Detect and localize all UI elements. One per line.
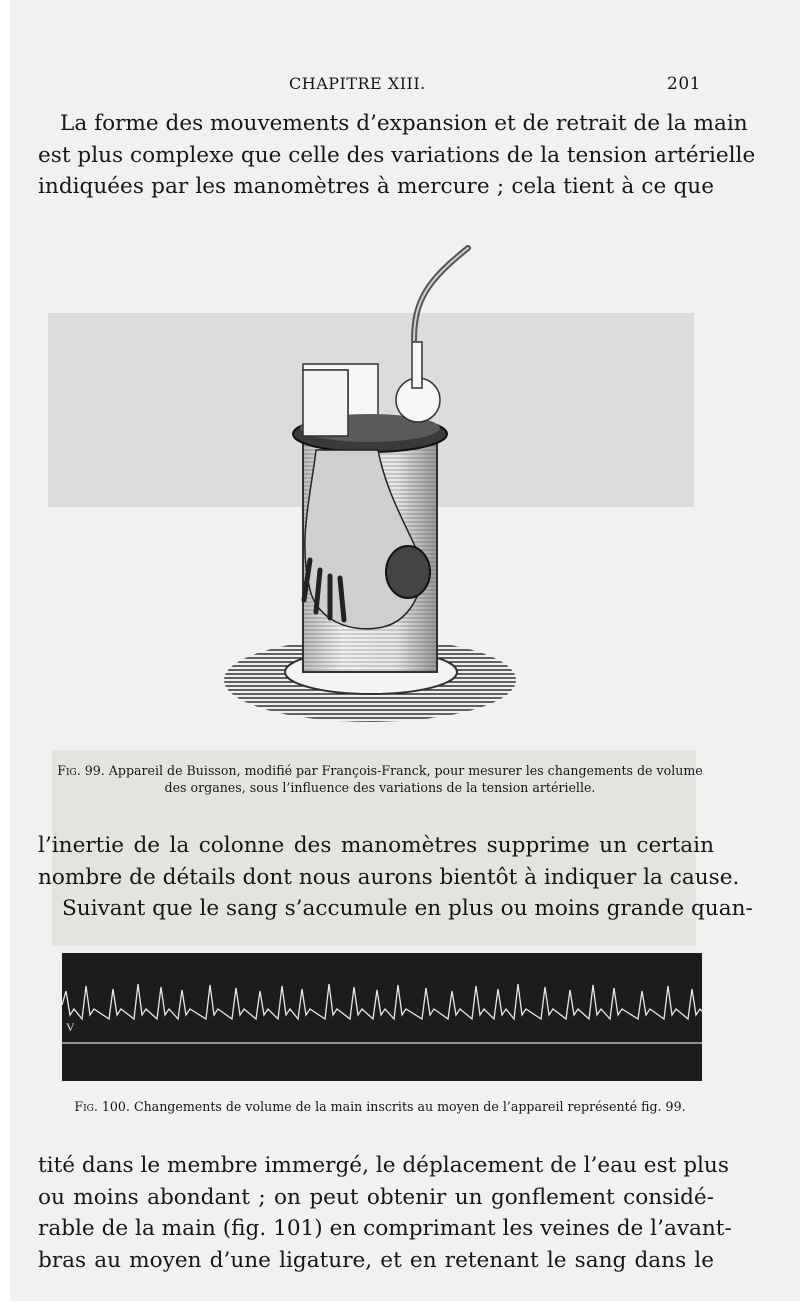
paragraph-2 (38, 830, 753, 925)
figure-100-caption-text: Changements de volume de la main inscrits au moyen de l’appareil représenté fig. 99. (133, 1099, 686, 1114)
trace-label: V (66, 1020, 75, 1034)
page-number: 201 (667, 74, 701, 94)
text-line: indiquées par les manomètres à mercure ; cela tient à ce que (38, 174, 714, 199)
volume-trace-svg (62, 953, 702, 1081)
paragraph-3 (38, 1150, 732, 1276)
chapter-title: CHAPITRE XIII. (289, 74, 426, 93)
text-line: bras au moyen d’une ligature, et en retenant le sang dans le (38, 1247, 714, 1273)
text-line: La forme des mouvements d’expansion et de retrait de la main (60, 111, 748, 136)
text-line: rable de la main (fig. 101) en comprimant les veines de l’avant- (38, 1216, 732, 1241)
figure-99-caption-line2: des organes, sous l’influence des variations de la tension artérielle. (164, 780, 596, 795)
figure-99 (48, 240, 694, 732)
figure-99-caption (46, 762, 714, 796)
text-line: l’inertie de la colonne des manomètres supprime un certain (38, 833, 714, 858)
figure-99-caption-line1: Appareil de Buisson, modifié par François-Franck, pour mesurer les changements de volume (108, 763, 703, 778)
figure-99-number: Fig. 99. (57, 763, 105, 778)
text-line: nombre de détails dont nous aurons bientôt à indiquer la cause. (38, 864, 740, 890)
running-header (0, 70, 800, 98)
buisson-apparatus-illustration (48, 240, 694, 732)
text-line: Suivant que le sang s’accumule en plus ou moins grande quan- (62, 896, 753, 921)
text-line: est plus complexe que celle des variations de la tension artérielle (38, 142, 756, 168)
figure-100-caption (46, 1098, 714, 1115)
text-line: tité dans le membre immergé, le déplacement de l’eau est plus (38, 1153, 729, 1178)
figure-100-trace (62, 953, 702, 1081)
volume-trace-line (62, 984, 702, 1019)
figure-100-number: Fig. 100. (74, 1099, 130, 1114)
paragraph-1 (38, 108, 756, 203)
text-line: ou moins abondant ; on peut obtenir un gonflement considé- (38, 1184, 714, 1210)
